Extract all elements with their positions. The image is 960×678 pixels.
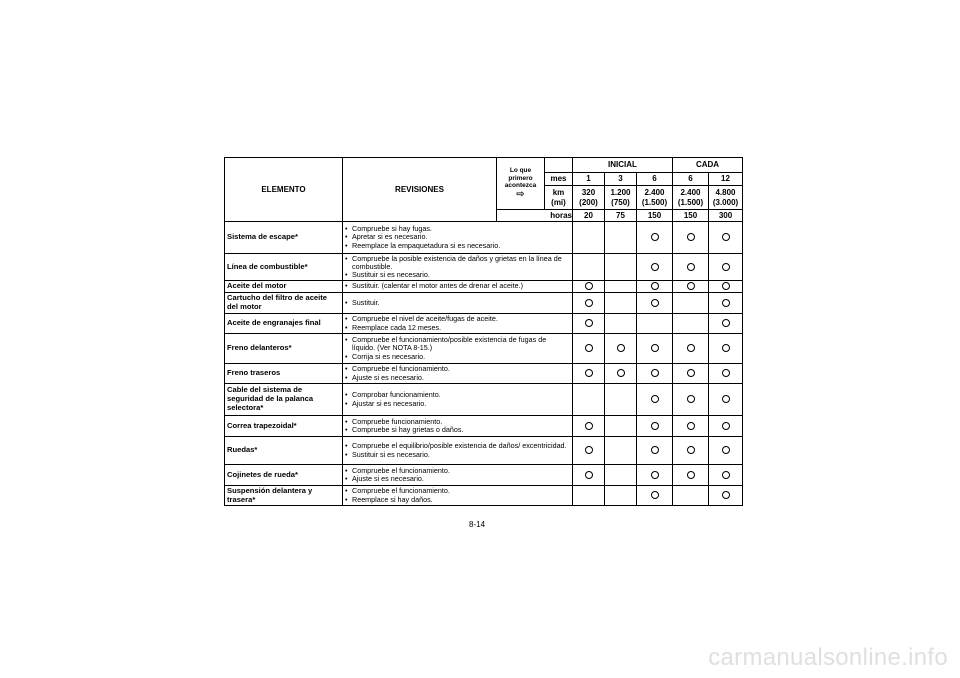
interval-cell — [673, 486, 709, 506]
circle-icon — [651, 422, 659, 430]
first-occurrence-label: Lo que primero acontezca — [504, 167, 537, 190]
interval-cell — [573, 281, 605, 293]
interval-cell — [637, 314, 673, 334]
interval-cell — [573, 486, 605, 506]
check-item: • Compruebe funcionamiento. — [345, 418, 570, 426]
interval-cell — [637, 364, 673, 384]
interval-cell — [605, 384, 637, 416]
check-description — [343, 465, 573, 486]
item-name: Ruedas* — [225, 437, 343, 465]
check-item: • Compruebe la posible existencia de daños y grietas en la línea de combustible. — [345, 255, 570, 272]
interval-cell — [709, 364, 743, 384]
circle-icon — [651, 395, 659, 403]
check-list — [345, 391, 570, 408]
circle-icon — [617, 344, 625, 352]
circle-icon — [687, 369, 695, 377]
interval-cell — [709, 254, 743, 281]
item-column-header: ELEMENTO — [225, 158, 343, 222]
interval-cell — [673, 437, 709, 465]
check-item: • Compruebe si hay fugas. — [345, 225, 570, 233]
table-row — [225, 465, 743, 486]
month-value: 6 — [673, 173, 709, 186]
check-column-header: REVISIONES — [343, 158, 497, 222]
interval-cell — [673, 254, 709, 281]
circle-icon — [687, 263, 695, 271]
check-description — [343, 384, 573, 416]
check-item: • Compruebe el funcionamiento. — [345, 467, 570, 475]
circle-icon — [585, 471, 593, 479]
check-list — [345, 225, 570, 250]
month-value: 1 — [573, 173, 605, 186]
interval-cell — [709, 384, 743, 416]
table-row — [225, 281, 743, 293]
interval-cell — [637, 486, 673, 506]
interval-cell — [709, 486, 743, 506]
check-item: • Reemplace cada 12 meses. — [345, 324, 570, 332]
item-name: Aceite del motor — [225, 281, 343, 293]
header-blank-cell — [545, 158, 573, 173]
circle-icon — [722, 319, 730, 327]
interval-cell — [605, 364, 637, 384]
interval-cell — [573, 416, 605, 437]
km-value: 4.800 (3.000) — [709, 186, 743, 210]
check-list — [345, 467, 570, 484]
check-item: • Compruebe el funcionamiento. — [345, 365, 570, 373]
circle-icon — [585, 446, 593, 454]
interval-cell — [673, 384, 709, 416]
interval-cell — [709, 416, 743, 437]
item-name: Correa trapezoidal* — [225, 416, 343, 437]
check-item: • Corrija si es necesario. — [345, 353, 570, 361]
check-item: • Ajuste si es necesario. — [345, 374, 570, 382]
check-description — [343, 222, 573, 254]
circle-icon — [722, 369, 730, 377]
item-name: Aceite de engranajes final — [225, 314, 343, 334]
check-description — [343, 293, 573, 314]
interval-cell — [637, 465, 673, 486]
check-description — [343, 254, 573, 281]
circle-icon — [687, 471, 695, 479]
interval-cell — [637, 222, 673, 254]
circle-icon — [585, 344, 593, 352]
circle-icon — [687, 233, 695, 241]
check-item: • Ajuste si es necesario. — [345, 475, 570, 483]
check-item: • Compruebe el funcionamiento. — [345, 487, 570, 495]
table-row — [225, 416, 743, 437]
check-item: • Ajustar si es necesario. — [345, 400, 570, 408]
interval-cell — [709, 281, 743, 293]
initial-header: INICIAL — [573, 158, 673, 173]
interval-cell — [637, 293, 673, 314]
check-list — [345, 365, 570, 382]
circle-icon — [651, 282, 659, 290]
table-row — [225, 334, 743, 364]
circle-icon — [722, 422, 730, 430]
interval-cell — [673, 314, 709, 334]
circle-icon — [585, 299, 593, 307]
table-row — [225, 293, 743, 314]
check-item: • Comprobar funcionamiento. — [345, 391, 570, 399]
circle-icon — [651, 233, 659, 241]
interval-cell — [709, 334, 743, 364]
check-item: • Compruebe el nivel de aceite/fugas de aceite. — [345, 315, 570, 323]
interval-cell — [709, 222, 743, 254]
circle-icon — [687, 282, 695, 290]
circle-icon — [722, 471, 730, 479]
check-item: • Compruebe el equilibrio/posible existencia de daños/ excentricidad. — [345, 442, 570, 450]
check-description — [343, 364, 573, 384]
maintenance-schedule-table — [224, 157, 743, 506]
interval-cell — [605, 281, 637, 293]
check-list — [345, 336, 570, 361]
km-value: 320 (200) — [573, 186, 605, 210]
every-header: CADA — [673, 158, 743, 173]
check-list — [345, 487, 570, 504]
circle-icon — [617, 369, 625, 377]
check-description — [343, 437, 573, 465]
interval-cell — [605, 465, 637, 486]
table-row — [225, 314, 743, 334]
check-description — [343, 334, 573, 364]
item-name: Freno traseros — [225, 364, 343, 384]
check-list — [345, 282, 570, 290]
check-list — [345, 418, 570, 435]
check-list — [345, 299, 570, 307]
interval-cell — [573, 437, 605, 465]
item-name: Sistema de escape* — [225, 222, 343, 254]
check-description — [343, 281, 573, 293]
check-item: • Reemplace si hay daños. — [345, 496, 570, 504]
interval-cell — [709, 437, 743, 465]
interval-cell — [605, 293, 637, 314]
km-value: 2.400 (1.500) — [673, 186, 709, 210]
month-value: 12 — [709, 173, 743, 186]
table-row — [225, 222, 743, 254]
circle-icon — [722, 395, 730, 403]
circle-icon — [651, 446, 659, 454]
interval-cell — [605, 222, 637, 254]
circle-icon — [687, 422, 695, 430]
check-list — [345, 315, 570, 332]
circle-icon — [651, 471, 659, 479]
circle-icon — [585, 319, 593, 327]
check-description — [343, 416, 573, 437]
circle-icon — [651, 491, 659, 499]
check-item: • Sustituir. (calentar el motor antes de drenar el aceite.) — [345, 282, 570, 290]
circle-icon — [722, 233, 730, 241]
interval-cell — [637, 416, 673, 437]
check-item: • Sustituir. — [345, 299, 570, 307]
circle-icon — [722, 263, 730, 271]
check-description — [343, 486, 573, 506]
right-arrow-icon: ⇨ — [516, 188, 525, 200]
circle-icon — [722, 282, 730, 290]
item-name: Suspensión delantera y trasera* — [225, 486, 343, 506]
interval-cell — [573, 334, 605, 364]
km-value: 2.400 (1.500) — [637, 186, 673, 210]
circle-icon — [651, 369, 659, 377]
interval-cell — [673, 364, 709, 384]
hours-value: 300 — [709, 210, 743, 222]
circle-icon — [687, 344, 695, 352]
table-row — [225, 364, 743, 384]
interval-cell — [709, 293, 743, 314]
check-list — [345, 255, 570, 280]
check-description — [343, 314, 573, 334]
table-row — [225, 486, 743, 506]
interval-cell — [637, 254, 673, 281]
interval-cell — [573, 293, 605, 314]
km-value: 1.200 (750) — [605, 186, 637, 210]
header-row-1 — [225, 158, 743, 173]
interval-cell — [637, 334, 673, 364]
item-name: Cartucho del filtro de aceite del motor — [225, 293, 343, 314]
check-item: • Sustituir si es necesario. — [345, 451, 570, 459]
circle-icon — [687, 446, 695, 454]
month-value: 6 — [637, 173, 673, 186]
hours-value: 75 — [605, 210, 637, 222]
km-label: km (mi) — [545, 186, 573, 210]
interval-cell — [673, 465, 709, 486]
hours-label: horas — [497, 210, 573, 222]
item-name: Freno delanteros* — [225, 334, 343, 364]
circle-icon — [722, 344, 730, 352]
interval-cell — [573, 384, 605, 416]
interval-cell — [605, 314, 637, 334]
interval-cell — [637, 281, 673, 293]
item-name: Cable del sistema de seguridad de la palanca selectora* — [225, 384, 343, 416]
circle-icon — [651, 263, 659, 271]
interval-cell — [709, 314, 743, 334]
table-row — [225, 437, 743, 465]
month-value: 3 — [605, 173, 637, 186]
circle-icon — [687, 395, 695, 403]
interval-cell — [573, 364, 605, 384]
interval-cell — [605, 437, 637, 465]
interval-cell — [573, 465, 605, 486]
interval-cell — [573, 254, 605, 281]
circle-icon — [585, 369, 593, 377]
hours-value: 150 — [673, 210, 709, 222]
interval-cell — [573, 222, 605, 254]
interval-cell — [605, 416, 637, 437]
circle-icon — [722, 446, 730, 454]
interval-cell — [605, 486, 637, 506]
check-item: • Compruebe si hay grietas o daños. — [345, 426, 570, 434]
interval-cell — [709, 465, 743, 486]
check-list — [345, 442, 570, 459]
interval-cell — [637, 437, 673, 465]
interval-cell — [637, 384, 673, 416]
watermark: carmanualsonline.info — [708, 644, 948, 671]
circle-icon — [722, 491, 730, 499]
item-name: Línea de combustible* — [225, 254, 343, 281]
circle-icon — [722, 299, 730, 307]
check-item: • Sustituir si es necesario. — [345, 271, 570, 279]
interval-cell — [605, 334, 637, 364]
check-item: • Compruebe el funcionamiento/posible existencia de fugas de líquido. (Ver NOTA 8-15.) — [345, 336, 570, 353]
circle-icon — [651, 299, 659, 307]
page-number: 8-14 — [469, 520, 486, 529]
interval-cell — [673, 416, 709, 437]
first-occurrence-note — [497, 158, 545, 210]
hours-value: 20 — [573, 210, 605, 222]
month-label: mes — [545, 173, 573, 186]
table-row — [225, 384, 743, 416]
table-row — [225, 254, 743, 281]
interval-cell — [673, 293, 709, 314]
interval-cell — [573, 314, 605, 334]
check-item: • Reemplace la empaquetadura si es necesario. — [345, 242, 570, 250]
circle-icon — [585, 282, 593, 290]
hours-value: 150 — [637, 210, 673, 222]
interval-cell — [673, 222, 709, 254]
item-name: Cojinetes de rueda* — [225, 465, 343, 486]
interval-cell — [673, 334, 709, 364]
interval-cell — [605, 254, 637, 281]
interval-cell — [673, 281, 709, 293]
check-item: • Apretar si es necesario. — [345, 233, 570, 241]
circle-icon — [585, 422, 593, 430]
circle-icon — [651, 344, 659, 352]
